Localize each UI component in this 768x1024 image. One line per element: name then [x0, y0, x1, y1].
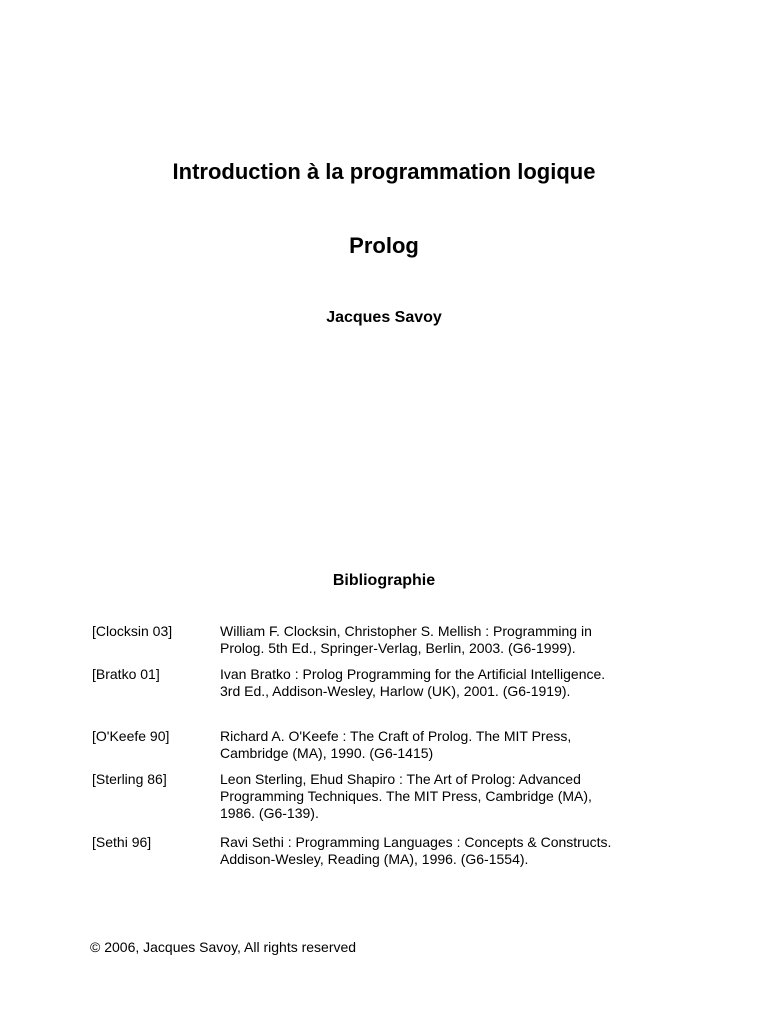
bibliography-entry	[92, 834, 692, 868]
citation-line: Richard A. O'Keefe : The Craft of Prolog. The MIT Press,	[220, 728, 572, 744]
bibliography-list	[92, 623, 692, 868]
citation-line: Leon Sterling, Ehud Shapiro : The Art of Prolog: Advanced	[220, 771, 581, 787]
citation-line: Programming Techniques. The MIT Press, Cambridge (MA),	[220, 788, 592, 804]
citation-reference	[220, 666, 670, 728]
document-subtitle: Prolog	[349, 233, 419, 258]
citation-line: Ravi Sethi : Programming Languages : Concepts & Constructs.	[220, 834, 612, 850]
citation-line: 1986. (G6-139).	[220, 805, 319, 821]
citation-reference	[220, 834, 670, 868]
citation-key: [Bratko 01]	[92, 666, 160, 682]
citation-key: [Sterling 86]	[92, 771, 167, 787]
citation-key: [Sethi 96]	[92, 834, 152, 850]
citation-line: William F. Clocksin, Christopher S. Mellish : Programming in	[220, 623, 592, 639]
citation-reference	[220, 728, 670, 771]
citation-line: Prolog. 5th Ed., Springer-Verlag, Berlin, 2003. (G6-1999).	[220, 640, 576, 656]
bibliography-entry	[92, 771, 692, 834]
bibliography-heading: Bibliographie	[332, 572, 436, 589]
citation-key: [Clocksin 03]	[92, 623, 173, 639]
citation-line: Cambridge (MA), 1990. (G6-1415)	[220, 745, 434, 761]
bibliography-entry	[92, 728, 692, 771]
citation-key: [O'Keefe 90]	[92, 728, 170, 744]
author-name: Jacques Savoy	[326, 309, 442, 326]
citation-reference	[220, 771, 670, 834]
citation-reference	[220, 623, 670, 666]
document-title: Introduction à la programmation logique	[172, 159, 596, 184]
copyright-notice: © 2006, Jacques Savoy, All rights reserved	[90, 939, 357, 955]
bibliography-entry	[92, 666, 692, 728]
citation-line: Addison-Wesley, Reading (MA), 1996. (G6-1554).	[220, 851, 529, 867]
bibliography-entry	[92, 623, 692, 666]
citation-line: 3rd Ed., Addison-Wesley, Harlow (UK), 2001. (G6-1919).	[220, 683, 571, 699]
citation-line: Ivan Bratko : Prolog Programming for the Artificial Intelligence.	[220, 666, 606, 682]
